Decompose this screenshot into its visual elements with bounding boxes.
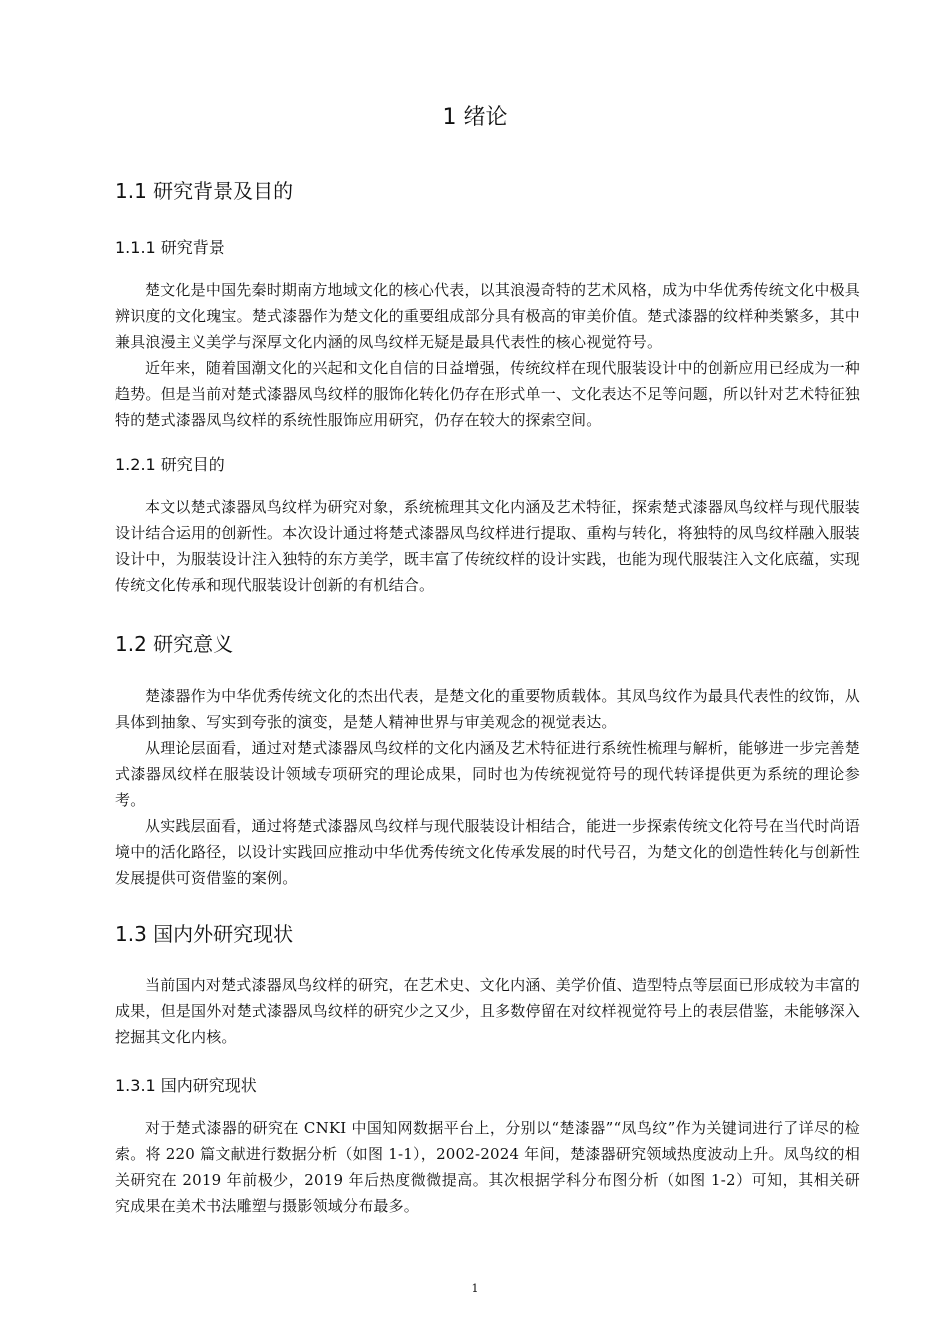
subsection-heading-1-3-1: 1.3.1 国内研究现状 [115,1076,257,1095]
section-heading-1-1: 1.1 研究背景及目的 [115,179,294,203]
chapter-title: 1 绪论 [442,105,508,130]
subsection-heading-1-1-1: 1.1.1 研究背景 [115,238,225,257]
section-heading-1-3: 1.3 国内外研究现状 [115,922,294,946]
section-body-1-2-1 [115,494,860,598]
paragraph: 从实践层面看，通过将楚式漆器凤鸟纹样与现代服装设计相结合，能进一步探索传统文化符号在当代时尚语境中的活化路径，以设计实践回应推动中华优秀传统文化传承发展的时代号召，为楚文化的创造性转化与创新性发展提供可资借鉴的案例。 [115,817,860,887]
section-body-1-3-1 [115,1115,860,1219]
paragraph: 楚文化是中国先秦时期南方地域文化的核心代表，以其浪漫奇特的艺术风格，成为中华优秀传统文化中极具辨识度的文化瑰宝。楚式漆器作为楚文化的重要组成部分具有极高的审美价值。楚式漆器的纹样种类繁多，其中兼具浪漫主义美学与深厚文化内涵的凤鸟纹样无疑是最具代表性的核心视觉符号。 [115,281,860,351]
paragraph: 对于楚式漆器的研究在 CNKI 中国知网数据平台上，分别以“楚漆器”“凤鸟纹”作为关键词进行了详尽的检索。将 220 篇文献进行数据分析（如图 1-1），2002-2024 年间，楚漆器研究领域热度波动上升。凤鸟纹的相关研究在 2019 年前极少，2019 年后热度微微提高。其次根据学科分布图分析（如图 1-2）可知，其相关研究成果在美术书法雕塑与摄影领域分布最多。 [115,1119,860,1215]
section-heading-1-2: 1.2 研究意义 [115,632,234,656]
paragraph: 本文以楚式漆器凤鸟纹样为研究对象，系统梳理其文化内涵及艺术特征，探索楚式漆器凤鸟纹样与现代服装设计结合运用的创新性。本次设计通过将楚式漆器凤鸟纹样进行提取、重构与转化，将独特的凤鸟纹样融入服装设计中，为服装设计注入独特的东方美学，既丰富了传统纹样的设计实践，也能为现代服装注入文化底蕴，实现传统文化传承和现代服装设计创新的有机结合。 [115,498,860,594]
section-body-1-1-1 [115,277,860,433]
subsection-heading-1-2-1: 1.2.1 研究目的 [115,455,225,474]
section-body-1-2 [115,683,860,891]
page-number: 1 [471,1282,479,1295]
paragraph: 楚漆器作为中华优秀传统文化的杰出代表，是楚文化的重要物质载体。其凤鸟纹作为最具代表性的纹饰，从具体到抽象、写实到夸张的演变，是楚人精神世界与审美观念的视觉表达。 [115,687,860,731]
paragraph: 从理论层面看，通过对楚式漆器凤鸟纹样的文化内涵及艺术特征进行系统性梳理与解析，能够进一步完善楚式漆器凤纹样在服装设计领域专项研究的理论成果，同时也为传统视觉符号的现代转译提供更为系统的理论参考。 [115,739,860,809]
paragraph: 当前国内对楚式漆器凤鸟纹样的研究，在艺术史、文化内涵、美学价值、造型特点等层面已形成较为丰富的成果，但是国外对楚式漆器凤鸟纹样的研究少之又少，且多数停留在对纹样视觉符号上的表层借鉴，未能够深入挖掘其文化内核。 [115,976,860,1046]
paragraph: 近年来，随着国潮文化的兴起和文化自信的日益增强，传统纹样在现代服装设计中的创新应用已经成为一种趋势。但是当前对楚式漆器凤鸟纹样的服饰化转化仍存在形式单一、文化表达不足等问题，所以针对艺术特征独特的楚式漆器凤鸟纹样的系统性服饰应用研究，仍存在较大的探索空间。 [115,359,860,429]
section-body-1-3 [115,972,860,1050]
